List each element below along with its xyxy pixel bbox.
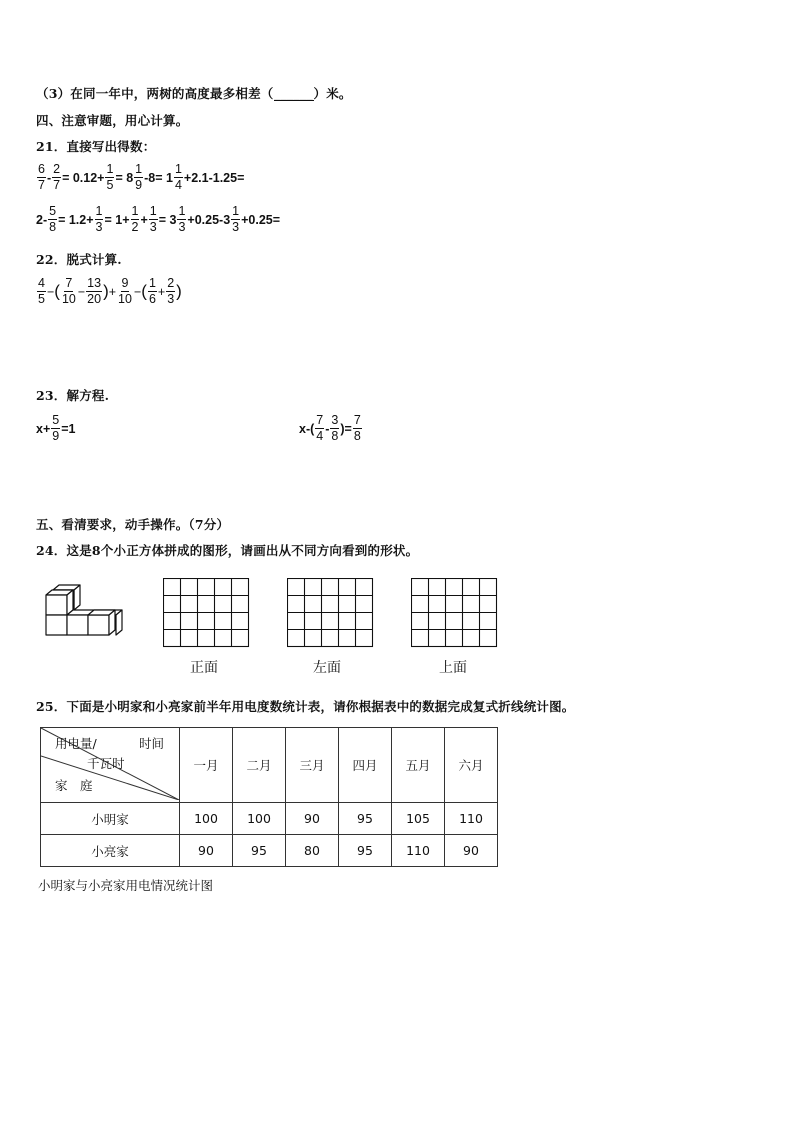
cube-figure (40, 582, 130, 644)
q22-title: 22．脱式计算. (36, 252, 122, 267)
section5-title: 五、看清要求，动手操作。（7分） (36, 517, 230, 532)
month-header: 一月 (180, 728, 233, 803)
q20-part3-suffix: ）米。 (313, 86, 352, 101)
q20-part3 (36, 84, 352, 102)
table-header-corner (41, 728, 180, 803)
month-header: 四月 (339, 728, 392, 803)
table-cell: 105 (392, 803, 445, 835)
corner-label-family: 家 庭 (55, 778, 93, 793)
month-header: 二月 (233, 728, 286, 803)
section4-title: 四、注意审题，用心计算。 (36, 113, 189, 128)
fraction: $\frac{1}{4}$ (174, 162, 182, 192)
q21-row1: $\frac{6}{7}$ - $\frac{2}{7}$ = 0.12+ $\frac{1}{5}$ = 8 $\frac{1}{9}$ -8= 1 $\frac{1}{4}$ +2.1-1.25= (38, 162, 245, 192)
q20-part3-prefix: （3）在同一年中，两树的高度最多相差（ (36, 86, 274, 101)
family-name: 小明家 (41, 803, 180, 835)
month-header: 三月 (286, 728, 339, 803)
table-cell: 100 (233, 803, 286, 835)
table-cell: 80 (286, 835, 339, 867)
month-header: 五月 (392, 728, 445, 803)
table-cell: 90 (445, 835, 498, 867)
fraction: $\frac{1}{6}$ (148, 276, 156, 306)
fraction: $\frac{4}{5}$ (38, 276, 45, 306)
table-cell: 100 (180, 803, 233, 835)
q23-equation-2: x-( $\frac{7}{4}$ - $\frac{3}{8}$ )= $\frac{7}{8}$ (299, 413, 361, 443)
table-cell: 95 (339, 835, 392, 867)
fraction: $\frac{1}{2}$ (131, 204, 139, 234)
fraction: $\frac{6}{7}$ (38, 162, 45, 192)
family-name: 小亮家 (41, 835, 180, 867)
fraction: $\frac{1}{3}$ (232, 204, 240, 234)
fraction: $\frac{1}{3}$ (149, 204, 157, 234)
label-top-view: 上面 (439, 660, 467, 676)
table-cell: 95 (339, 803, 392, 835)
q21-row2: 2- $\frac{5}{8}$ = 1.2+ $\frac{1}{3}$ = 1+ $\frac{1}{2}$ + $\frac{1}{3}$ = 3 $\frac{1}{3}$ +0.25-3 $\frac{1}{3}$ +0.25= (36, 204, 281, 234)
electricity-table (40, 727, 498, 867)
fraction: $\frac{1}{3}$ (95, 204, 103, 234)
q22-expression: $\frac{4}{5}$ −( $\frac{7}{10}$ − $\frac{13}{20}$ )+ $\frac{9}{10}$ −( $\frac{1}{6}$ + $\frac{2}{3}$ ) (38, 276, 182, 306)
fraction: $\frac{5}{8}$ (49, 204, 57, 234)
label-front-view: 正面 (190, 660, 218, 676)
table-cell: 90 (286, 803, 339, 835)
table-cell: 90 (180, 835, 233, 867)
month-header: 六月 (445, 728, 498, 803)
table-cell: 110 (445, 803, 498, 835)
fraction: $\frac{7}{10}$ (61, 276, 76, 306)
answer-blank[interactable]: ______ (274, 86, 313, 101)
fraction: $\frac{3}{8}$ (331, 413, 339, 443)
fraction: $\frac{1}{9}$ (135, 162, 143, 192)
fraction: $\frac{13}{20}$ (87, 276, 102, 306)
chart-caption: 小明家与小亮家用电情况统计图 (38, 878, 214, 893)
q25-title: 25．下面是小明家和小亮家前半年用电度数统计表，请你根据表中的数据完成复式折线统计图。 (36, 699, 575, 714)
label-left-view: 左面 (313, 660, 341, 676)
fraction: $\frac{2}{7}$ (53, 162, 61, 192)
table-cell: 95 (233, 835, 286, 867)
fraction: $\frac{7}{4}$ (316, 413, 324, 443)
q21-title: 21．直接写出得数： (36, 139, 156, 154)
corner-label-usage: 用电量/ (55, 736, 97, 751)
q24-title: 24．这是8个小正方体拼成的图形，请画出从不同方向看到的形状。 (36, 543, 419, 558)
fraction: $\frac{1}{3}$ (178, 204, 186, 234)
corner-label-unit: 千瓦时 (87, 756, 125, 771)
table-cell: 110 (392, 835, 445, 867)
fraction: $\frac{9}{10}$ (118, 276, 132, 306)
corner-label-time: 时间 (139, 736, 165, 751)
top-view-grid[interactable] (411, 578, 498, 648)
table-row (41, 803, 498, 835)
front-view-grid[interactable] (163, 578, 250, 648)
table-row (41, 835, 498, 867)
q23-title: 23．解方程. (36, 388, 110, 403)
fraction: $\frac{7}{8}$ (353, 413, 361, 443)
fraction: $\frac{1}{5}$ (106, 162, 114, 192)
fraction: $\frac{2}{3}$ (167, 276, 175, 306)
fraction: $\frac{5}{9}$ (52, 413, 60, 443)
q23-equation-1: x+ $\frac{5}{9}$ =1 (36, 413, 76, 443)
left-view-grid[interactable] (287, 578, 374, 648)
